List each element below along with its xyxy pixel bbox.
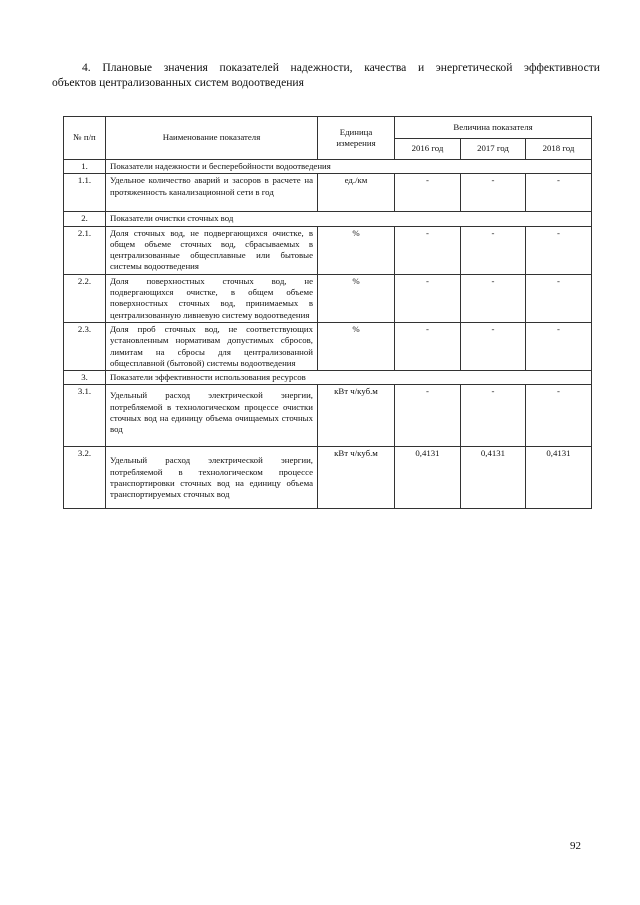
table-row-section bbox=[64, 160, 592, 174]
row-value: - bbox=[395, 274, 461, 322]
header-year: 2018 год bbox=[526, 139, 592, 160]
section-title: Показатели очистки сточных вод bbox=[106, 212, 592, 226]
row-name: Удельное количество аварий и засоров в расчете на протяженность канализационной сети в год bbox=[106, 174, 318, 212]
row-name: Удельный расход электрической энергии, потребляемой в технологическом процессе очистки сточных вод на единицу объема очищаемых сточных вод bbox=[106, 385, 318, 447]
table-row-section bbox=[64, 212, 592, 226]
row-num: 2. bbox=[64, 212, 106, 226]
row-num: 2.3. bbox=[64, 322, 106, 370]
section-title: Показатели надежности и бесперебойности водоотведения bbox=[106, 160, 592, 174]
row-num: 3.1. bbox=[64, 385, 106, 447]
table-row bbox=[64, 322, 592, 370]
row-num: 2.2. bbox=[64, 274, 106, 322]
row-value: - bbox=[526, 385, 592, 447]
row-value: 0,4131 bbox=[526, 447, 592, 509]
header-num: № п/п bbox=[64, 117, 106, 160]
row-value: - bbox=[526, 322, 592, 370]
table-row bbox=[64, 274, 592, 322]
table-row bbox=[64, 447, 592, 509]
row-num: 3. bbox=[64, 371, 106, 385]
row-value: - bbox=[461, 385, 526, 447]
row-unit: % bbox=[318, 226, 395, 274]
row-num: 1. bbox=[64, 160, 106, 174]
row-value: - bbox=[395, 322, 461, 370]
row-value: - bbox=[395, 385, 461, 447]
heading-line-1: 4. Плановые значения показателей надежности, качества и энергетической эффективности bbox=[82, 61, 600, 74]
row-value: - bbox=[526, 226, 592, 274]
row-unit: кВт ч/куб.м bbox=[318, 385, 395, 447]
row-value: - bbox=[461, 226, 526, 274]
row-value: - bbox=[395, 226, 461, 274]
heading-line-2: объектов централизованных систем водоотведения bbox=[52, 76, 304, 89]
row-value: - bbox=[461, 274, 526, 322]
row-value: - bbox=[461, 322, 526, 370]
table-row bbox=[64, 385, 592, 447]
header-name: Наименование показателя bbox=[106, 117, 318, 160]
row-value: - bbox=[395, 174, 461, 212]
row-value: - bbox=[461, 174, 526, 212]
row-unit: % bbox=[318, 322, 395, 370]
row-value: - bbox=[526, 174, 592, 212]
header-year: 2017 год bbox=[461, 139, 526, 160]
row-unit: кВт ч/куб.м bbox=[318, 447, 395, 509]
row-num: 2.1. bbox=[64, 226, 106, 274]
row-name: Доля поверхностных сточных вод, не подвергающихся очистке, в общем объеме поверхностных сточных вод, принимаемых в централизованную ливневую систему водоотведения bbox=[106, 274, 318, 322]
row-name: Доля проб сточных вод, не соответствующих установленным нормативам допустимых сбросов, лимитам на сбросы для централизованной общесплавной (бытовой) системы водоотведения bbox=[106, 322, 318, 370]
row-value: 0,4131 bbox=[461, 447, 526, 509]
header-year: 2016 год bbox=[395, 139, 461, 160]
row-value: 0,4131 bbox=[395, 447, 461, 509]
table-row bbox=[64, 226, 592, 274]
row-num: 1.1. bbox=[64, 174, 106, 212]
row-value: - bbox=[526, 274, 592, 322]
row-name: Удельный расход электрической энергии, потребляемой в технологическом процессе транспортировки сточных вод на единицу объема транспортируемых сточных вод bbox=[106, 447, 318, 509]
row-unit: ед./км bbox=[318, 174, 395, 212]
header-unit: Единица измерения bbox=[318, 117, 395, 160]
section-heading bbox=[52, 60, 600, 90]
row-num: 3.2. bbox=[64, 447, 106, 509]
row-name: Доля сточных вод, не подвергающихся очистке, в общем объеме сточных вод, сбрасываемых в централизованные общесплавные или бытовые системы водоотведения bbox=[106, 226, 318, 274]
indicators-table bbox=[63, 116, 592, 509]
row-unit: % bbox=[318, 274, 395, 322]
table-row bbox=[64, 174, 592, 212]
header-value: Величина показателя bbox=[395, 117, 592, 139]
page-number: 92 bbox=[570, 840, 581, 852]
table-row-section bbox=[64, 371, 592, 385]
section-title: Показатели эффективности использования ресурсов bbox=[106, 371, 592, 385]
